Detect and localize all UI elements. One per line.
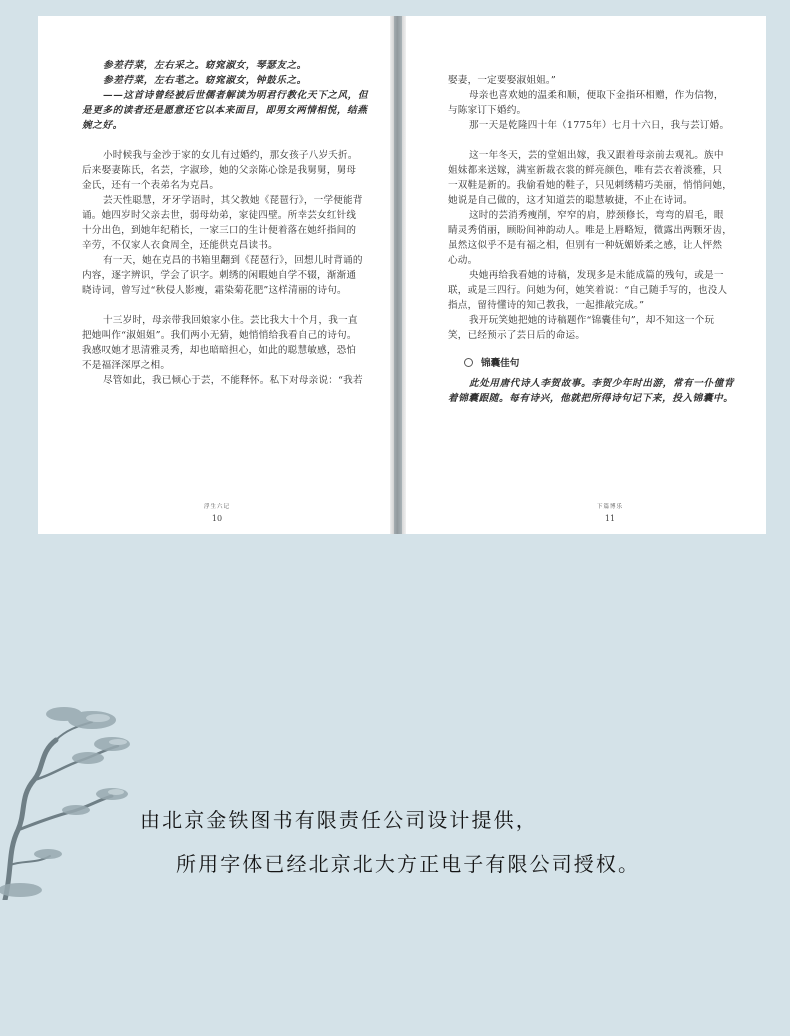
right-page-number: 11 <box>604 514 616 523</box>
right-page-body <box>448 73 733 354</box>
text-line: 母亲也喜欢她的温柔和顺，便取下金指环相赠，作为信物， <box>469 90 724 101</box>
paragraph-gap <box>448 343 716 354</box>
left-page-folio <box>204 502 230 524</box>
paragraph-gap <box>82 133 358 148</box>
left-page-number: 10 <box>211 514 223 523</box>
text-line: 不是福泽深厚之相。 <box>82 360 171 371</box>
text-line: 央她再给我看她的诗稿，发现多是未能成篇的残句，或是一 <box>469 270 724 281</box>
book-spread <box>38 16 766 534</box>
ink-pine-tree-illustration <box>0 700 130 900</box>
right-page <box>402 16 766 534</box>
text-line: 此处用唐代诗人李贺故事。李贺少年时出游，常有一仆僮背 <box>469 378 735 389</box>
left-page-body <box>82 58 369 388</box>
text-line: 婉之好。 <box>82 120 123 131</box>
text-line: 后来娶妻陈氏，名芸，字淑珍，她的父亲陈心馀是我舅舅，舅母 <box>82 165 357 176</box>
text-line: 芸天性聪慧，牙牙学语时，其父教她《琵琶行》，一学便能背 <box>103 195 363 206</box>
text-line: 着锦囊跟随。每有诗兴，他就把所得诗句记下来，投入锦囊中。 <box>448 393 734 404</box>
text-line: 虽然这似乎不是有福之相，但别有一种妩媚娇柔之感，让人怦然 <box>448 240 723 251</box>
paragraph-gap <box>82 298 358 313</box>
text-line: 与陈家订下婚约。 <box>448 105 527 116</box>
text-line: 尽管如此，我已倾心于芸，不能释怀。私下对母亲说：“我若 <box>103 375 363 386</box>
text-line: 笑，已经预示了芸日后的命运。 <box>448 330 586 341</box>
right-page-folio <box>597 502 623 524</box>
text-line: 金氏，还有一个表弟名为克昌。 <box>82 180 220 191</box>
section-heading-text: 锦囊佳句 <box>481 358 520 369</box>
text-line: 那一天是乾隆四十年（1775年）七月十六日，我与芸订婚。 <box>469 120 730 131</box>
text-line: 姐妹都来送嫁，满室新裁衣裳的鲜亮颜色，唯有芸衣着淡雅，只 <box>448 165 723 176</box>
section-heading <box>464 356 716 371</box>
text-line: 是更多的读者还是愿意还它以本来面目，即男女两情相悦，结燕 <box>82 105 368 116</box>
text-line: 指点，留待懂诗的知己教我，一起推敲完成。” <box>448 300 645 311</box>
text-line: 一双鞋是新的。我偷看她的鞋子，只见刺绣精巧美丽，悄悄问她， <box>448 180 733 191</box>
right-running-title: 下篇博乐 <box>597 504 624 510</box>
circle-bullet-icon <box>464 358 473 367</box>
text-line: 参差荇菜，左右芼之。窈窕淑女，钟鼓乐之。 <box>103 75 307 86</box>
text-line: 晓诗词，曾写过“秋侵人影瘦，霜染菊花肥”这样清丽的诗句。 <box>82 285 347 296</box>
text-line: 心动。 <box>448 255 478 266</box>
left-running-title: 浮生六记 <box>204 504 231 510</box>
text-line: 有一天，她在克昌的书箱里翻到《琵琶行》，回想儿时背诵的 <box>103 255 363 266</box>
text-line: 辛劳，不仅家人衣食周全，还能供克昌读书。 <box>82 240 278 251</box>
text-line: 小时候我与金沙于家的女儿有过婚约，那女孩子八岁夭折。 <box>103 150 358 161</box>
text-line: 娶妻，一定要娶淑姐姐。” <box>448 75 557 86</box>
text-line: 联，或是三四行。问她为何，她笑着说：“自己随手写的，也没人 <box>448 285 728 296</box>
text-line: 十三岁时，母亲带我回娘家小住。芸比我大十个月，我一直 <box>103 315 358 326</box>
credit-line-font-license: 所用字体已经北京北大方正电子有限公司授权。 <box>176 852 641 876</box>
book-gutter <box>390 16 406 534</box>
text-line: 这一年冬天，芸的堂姐出嫁，我又跟着母亲前去观礼。族中 <box>469 150 724 161</box>
text-line: 把她叫作“淑姐姐”。我们两小无猜，她悄悄给我看自己的诗句。 <box>82 330 357 341</box>
text-line: ——这首诗曾经被后世儒者解读为明君行教化天下之风，但 <box>103 90 369 101</box>
text-line: 内容，逐字辨识，学会了识字。刺绣的闲暇她自学不辍，渐渐通 <box>82 270 357 281</box>
text-line: 诵。她四岁时父亲去世，弱母幼弟，家徒四壁。所幸芸女红针线 <box>82 210 357 221</box>
text-line: 睛灵秀俏丽，顾盼间神韵动人。唯是上唇略短，微露出两颗牙齿， <box>448 225 733 236</box>
text-line: 十分出色，到她年纪稍长，一家三口的生计便着落在她纤指间的 <box>82 225 357 236</box>
text-line: 她说是自己做的，这才知道芸的聪慧敏捷，不止在诗词。 <box>448 195 693 206</box>
paragraph-gap <box>448 133 716 148</box>
credit-line-design: 由北京金铁图书有限责任公司设计提供， <box>140 808 538 832</box>
left-page <box>38 16 394 534</box>
annotation-note <box>448 376 735 406</box>
text-line: 参差荇菜，左右采之。窈窕淑女，琴瑟友之。 <box>103 60 307 71</box>
text-line: 我感叹她才思清雅灵秀，却也暗暗担心，如此的聪慧敏感，恐怕 <box>82 345 357 356</box>
text-line: 这时的芸消秀瘦削，窄窄的肩，脖颈修长，弯弯的眉毛，眼 <box>469 210 724 221</box>
text-line: 我开玩笑她把她的诗稿题作“锦囊佳句”，却不知这一个玩 <box>469 315 715 326</box>
